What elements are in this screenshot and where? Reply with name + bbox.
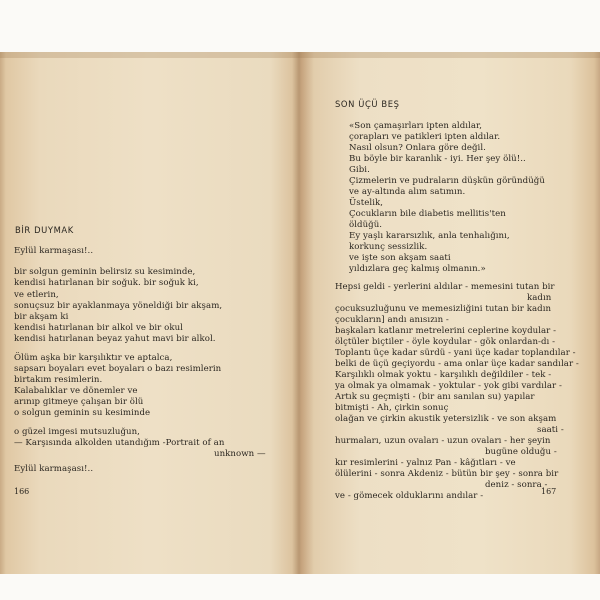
poem-line: ve ay-altında alım satımın. [349,187,466,197]
poem-line: Karşılıklı olmak yoktu - karşılıklı değildiler - tek - [335,370,552,380]
poem-line: Hepsi geldi - yerlerini aldılar - memesini tutan bir [335,282,555,292]
poem-line: Üstelik, [349,198,384,208]
poem-line: Nasıl olsun? Onlara göre değil. [349,143,486,153]
poem-line: bugüne olduğu - [485,447,557,457]
poem-line: «Son çamaşırları ipten aldılar, [349,121,483,131]
poem-line: saati - [537,425,564,435]
poem-line: Eylül karmaşası!.. [14,246,94,256]
poem-line: o güzel imgesi mutsuzluğun, [14,427,140,437]
poem-line: ve işte son akşam saati [349,253,451,263]
poem-line: çorapları ve patikleri ipten aldılar. [349,132,501,142]
poem-line: belki de üçü geçiyordu - ama onlar üçe kadar sandılar - [335,359,579,369]
poem-line: Gibi. [349,165,370,175]
poem-line: başkaları katlanır metrelerini ceplerine koydular - [335,326,557,336]
poem-line: ya olmak ya olmamak - yoktular - yok gibi vardılar - [335,381,562,391]
poem-line: yıldızlara geç kalmış olmanın.» [349,264,486,274]
poem-line: kadın [527,293,552,303]
poem-line: — Karşısında alkolden utandığım -Portrait of an [14,438,225,448]
left-page-title: BİR DUYMAK [15,225,74,235]
poem-line: kendisi hatırlanan beyaz yahut mavi bir alkol. [14,334,216,344]
poem-line: ölçtüler biçtiler - öyle koydular - gök onlardan-dı - [335,337,556,347]
right-page-title: SON ÜÇÜ BEŞ [335,99,400,109]
page-number: 166 [14,487,30,496]
page-number: 167 [541,487,557,496]
poem-line: bir solgun geminin belirsiz su kesiminde, [14,267,196,277]
poem-line: arınıp gitmeye çalışan bir ölü [14,397,144,407]
poem-line: Çocukların bile diabetis mellitis'ten [349,209,506,219]
poem-line: Toplantı üçe kadar sürdü - yani üçe kadar toplandılar - [335,348,576,358]
poem-line: deniz - sonra - [485,480,548,490]
poem-line: sapsarı boyaları evet boyaları o bazı resimlerin [14,364,222,374]
poem-line: kendisi hatırlanan bir soğuk. bir soğuk ki, [14,278,199,288]
poem-line: çocuksuzluğunu ve memesizliğini tutan bir kadın [335,304,552,314]
poem-line: korkunç sessizlik. [349,242,428,252]
right-page [301,52,600,574]
poem-line: Eylül karmaşası!.. [14,464,94,474]
poem-line: Kalabalıklar ve dönemler ve [14,386,138,396]
poem-line: unknown — [214,449,266,459]
poem-line: ve - gömecek olduklarını andılar - [335,491,484,501]
poem-line: bir akşam ki [14,312,69,322]
poem-line: ölülerini - sonra Akdeniz - bütün bir şey - sonra bir [335,469,559,479]
poem-line: kır resimlerini - yalnız Pan - kâğıtları - ve [335,458,516,468]
poem-line: Artık su geçmişti - (bir anı sanılan su) yapılar [335,392,535,402]
poem-line: Ey yaşlı kararsızlık, anla tenhalığını, [349,231,510,241]
poem-line: Bu böyle bir karanlık - iyi. Her şey ölü!.. [349,154,526,164]
poem-line: bitmişti - Ah, çirkin sonuç [335,403,449,413]
poem-line: sonuçsuz bir ayaklanmaya yöneldiği bir akşam, [14,301,223,311]
left-page [0,52,299,574]
poem-line: çocukların] andı anısızın - [335,315,449,325]
poem-line: öldüğü. [349,220,383,230]
poem-line: kendisi hatırlanan bir alkol ve bir okul [14,323,183,333]
poem-line: o solgun geminin su kesiminde [14,408,151,418]
poem-line: ve etlerin, [14,290,59,300]
poem-line: Ölüm aşka bir karşılıktır ve aptalca, [14,353,173,363]
poem-line: hurmaları, uzun ovaları - uzun ovaları - her şeyin [335,436,551,446]
poem-line: birtakım resimlerin. [14,375,103,385]
poem-line: Çizmelerin ve pudraların düşkün göründüğü [349,176,545,186]
poem-line: olağan ve çirkin akustik yetersizlik - ve son akşam [335,414,557,424]
book-spread [0,52,600,574]
